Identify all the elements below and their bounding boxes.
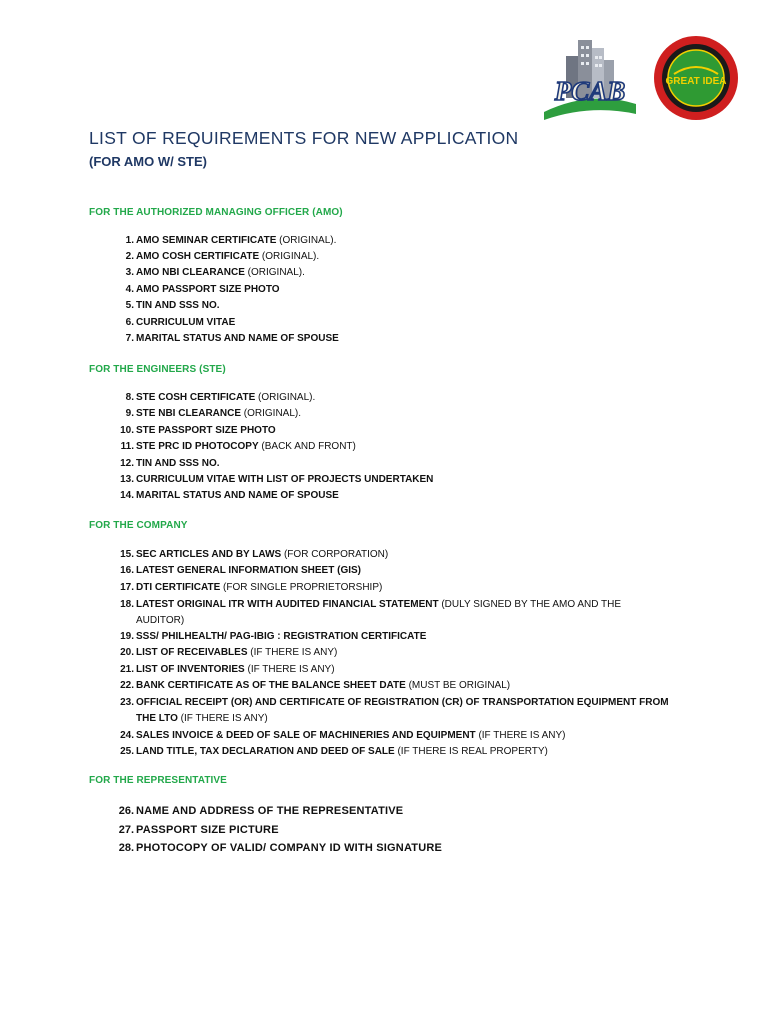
great-idea-seal	[652, 34, 740, 122]
list-item: 10. STE PASSPORT SIZE PHOTO	[120, 425, 276, 436]
list-item: 23. OFFICIAL RECEIPT (OR) AND CERTIFICATE OF REGISTRATION (CR) OF TRANSPORTATION EQUIPMENT FROM THE LTO (IF THERE IS ANY)	[120, 697, 669, 724]
list-item: 20. LIST OF RECEIVABLES (IF THERE IS ANY)	[120, 647, 338, 658]
list-item: 19. SSS/ PHILHEALTH/ PAG-IBIG : REGISTRATION CERTIFICATE	[120, 631, 427, 642]
section-heading-company: FOR THE COMPANY	[89, 520, 188, 531]
list-item: 21. LIST OF INVENTORIES (IF THERE IS ANY)	[120, 664, 335, 675]
list-item: 11. STE PRC ID PHOTOCOPY (BACK AND FRONT)	[120, 441, 356, 452]
seal-text: GREAT IDEA	[665, 76, 727, 87]
list-item: 16. LATEST GENERAL INFORMATION SHEET (GIS)	[120, 565, 361, 576]
list-item: 5. TIN AND SSS NO.	[125, 300, 220, 311]
list-item: 26. NAME AND ADDRESS OF THE REPRESENTATIVE	[118, 805, 404, 817]
list-item: 17. DTI CERTIFICATE (FOR SINGLE PROPRIETORSHIP)	[120, 582, 383, 593]
list-item: 14. MARITAL STATUS AND NAME OF SPOUSE	[120, 490, 339, 501]
list-item: 8. STE COSH CERTIFICATE (ORIGINAL).	[125, 392, 316, 403]
list-item: 22. BANK CERTIFICATE AS OF THE BALANCE SHEET DATE (MUST BE ORIGINAL)	[120, 680, 511, 691]
list-item: 12. TIN AND SSS NO.	[120, 458, 220, 469]
list-item: 4. AMO PASSPORT SIZE PHOTO	[125, 284, 280, 295]
list-item: 15. SEC ARTICLES AND BY LAWS (FOR CORPORATION)	[120, 549, 389, 560]
list-item: 28. PHOTOCOPY OF VALID/ COMPANY ID WITH SIGNATURE	[118, 842, 443, 854]
list-item: 9. STE NBI CLEARANCE (ORIGINAL).	[125, 408, 302, 419]
list-item: 1. AMO SEMINAR CERTIFICATE (ORIGINAL).	[125, 235, 337, 246]
list-item: 2. AMO COSH CERTIFICATE (ORIGINAL).	[125, 251, 320, 262]
section-heading-engineers: FOR THE ENGINEERS (STE)	[89, 364, 226, 375]
page-subtitle: (FOR AMO W/ STE)	[89, 154, 207, 169]
list-item: 24. SALES INVOICE & DEED OF SALE OF MACHINERIES AND EQUIPMENT (IF THERE IS ANY)	[120, 730, 566, 741]
list-item: 27. PASSPORT SIZE PICTURE	[118, 824, 279, 836]
list-item: 13. CURRICULUM VITAE WITH LIST OF PROJECTS UNDERTAKEN	[120, 474, 434, 485]
pcab-logo-text: PCAB	[554, 76, 626, 106]
list-item: 18. LATEST ORIGINAL ITR WITH AUDITED FINANCIAL STATEMENT (DULY SIGNED BY THE AMO AND THE AUDITOR)	[120, 599, 622, 626]
header-logos	[540, 34, 740, 124]
list-item: 25. LAND TITLE, TAX DECLARATION AND DEED OF SALE (IF THERE IS REAL PROPERTY)	[120, 746, 548, 757]
list-item: 3. AMO NBI CLEARANCE (ORIGINAL).	[125, 267, 305, 278]
section-heading-representative: FOR THE REPRESENTATIVE	[89, 775, 227, 786]
list-item: 6. CURRICULUM VITAE	[125, 317, 236, 328]
pcab-logo	[540, 34, 640, 120]
page-title: LIST OF REQUIREMENTS FOR NEW APPLICATION	[89, 128, 519, 148]
section-heading-amo: FOR THE AUTHORIZED MANAGING OFFICER (AMO)	[89, 207, 343, 218]
list-item: 7. MARITAL STATUS AND NAME OF SPOUSE	[125, 333, 339, 344]
